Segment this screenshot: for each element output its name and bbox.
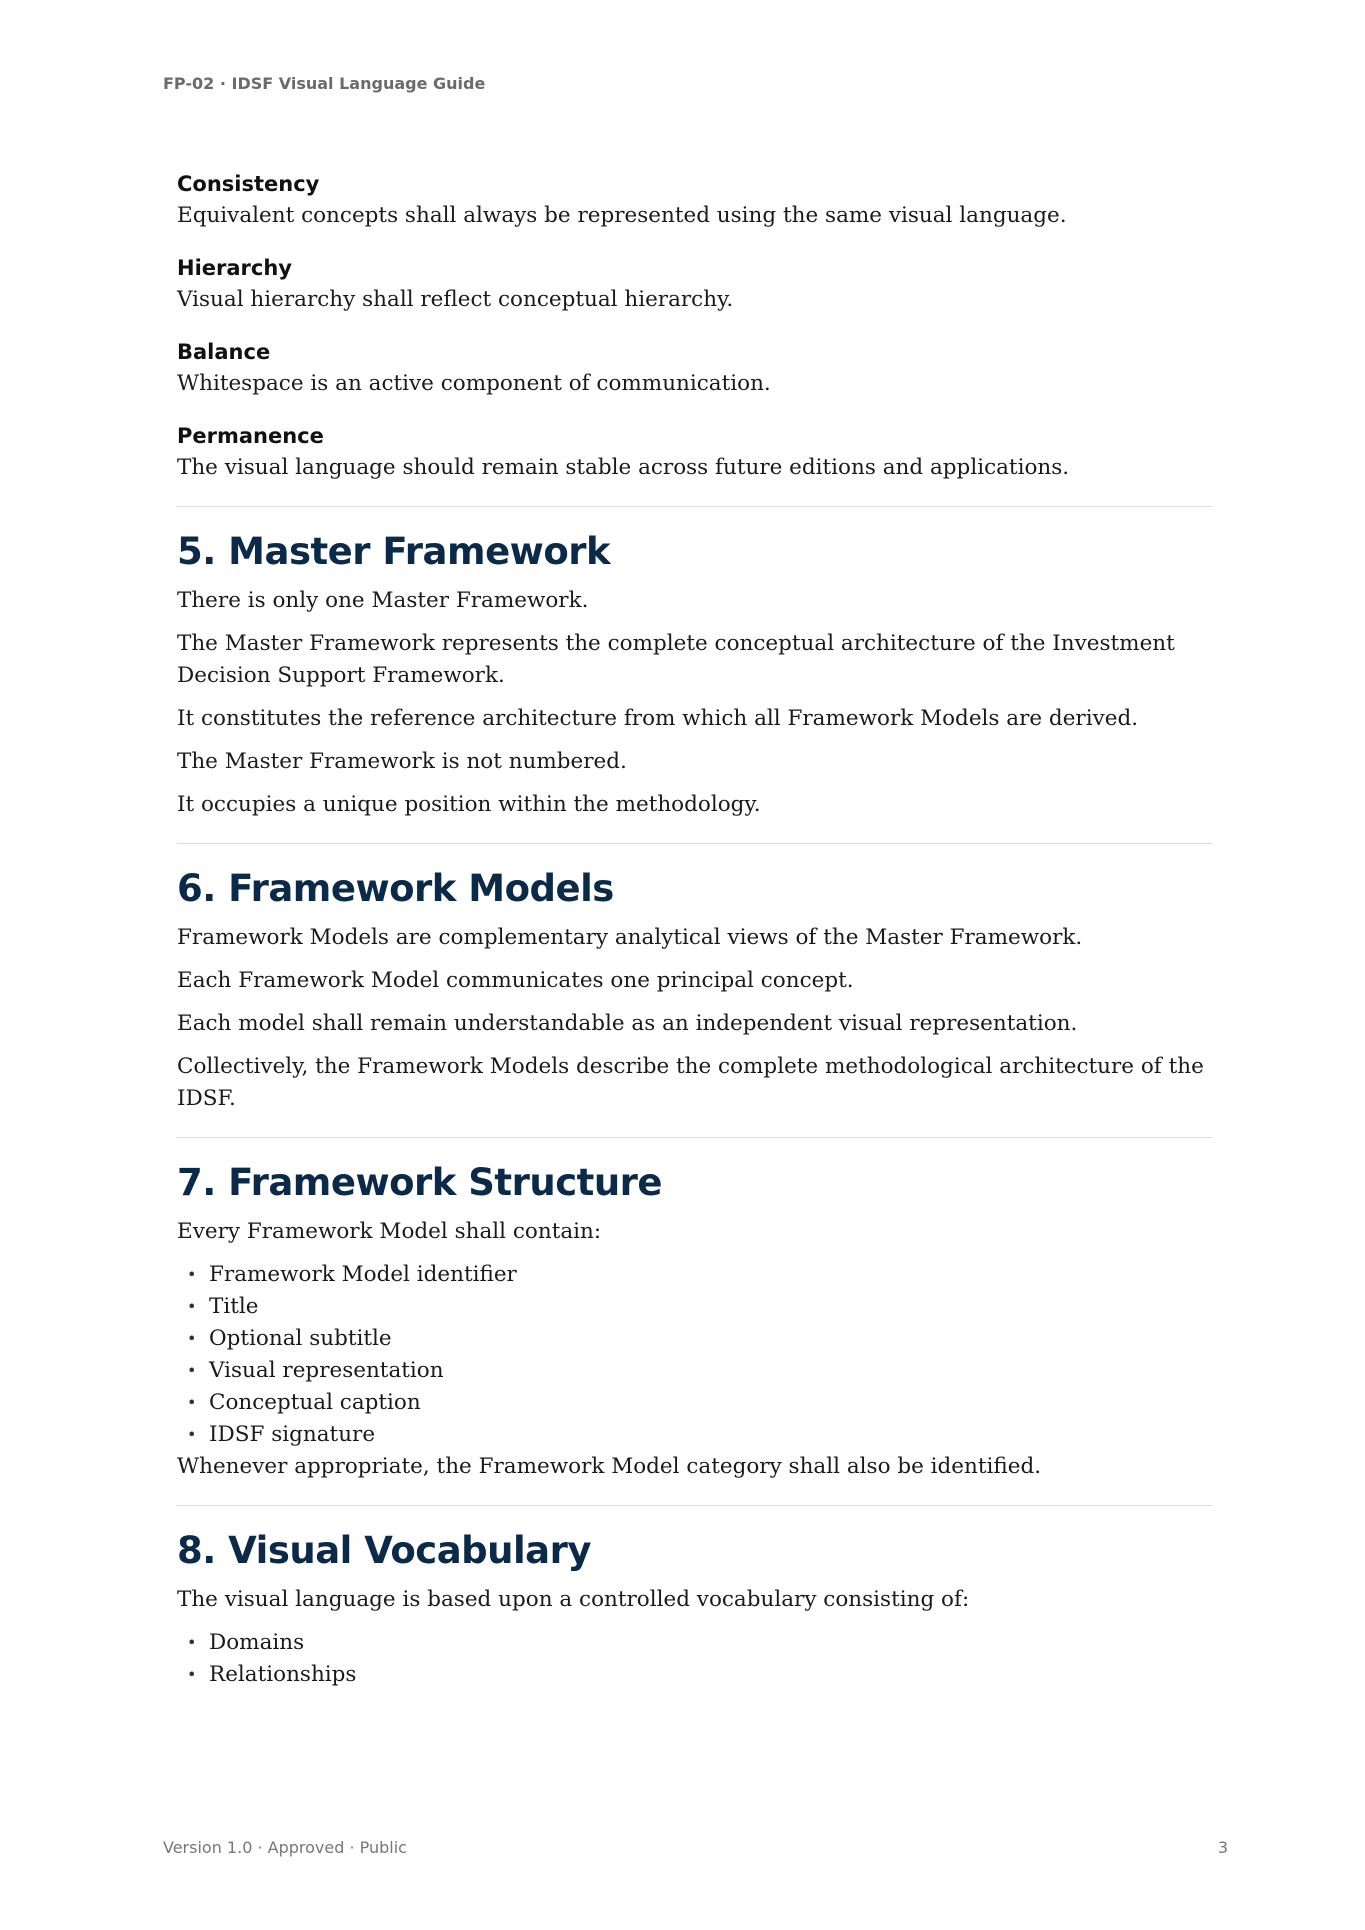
section-heading: 5. Master Framework (177, 530, 611, 573)
section-visual-vocabulary (177, 1528, 1213, 1691)
bullet-list (177, 1259, 1213, 1451)
section-framework-models (177, 866, 1213, 1115)
list-item: • Domains (177, 1627, 1213, 1659)
list-item: • Relationships (177, 1659, 1213, 1691)
list-item: • IDSF signature (177, 1419, 1213, 1451)
principle-title: Permanence (177, 424, 324, 448)
section-divider (177, 1137, 1213, 1138)
section-heading: 6. Framework Models (177, 867, 614, 910)
paragraph: Each model shall remain understandable as an independent visual representation. (177, 1011, 1078, 1036)
paragraph: There is only one Master Framework. (177, 588, 589, 613)
section-heading: 8. Visual Vocabulary (177, 1529, 592, 1572)
list-item: • Optional subtitle (177, 1323, 1213, 1355)
section-divider (177, 843, 1213, 844)
paragraph: Every Framework Model shall contain: (177, 1219, 602, 1244)
paragraph: Collectively, the Framework Models describe the complete methodological architecture of the IDSF. (177, 1054, 1204, 1111)
principle-consistency (177, 168, 1213, 232)
footer-status: Version 1.0 · Approved · Public (163, 1838, 407, 1857)
principle-hierarchy (177, 252, 1213, 316)
principle-title: Balance (177, 340, 271, 364)
principle-text: Visual hierarchy shall reflect conceptual hierarchy. (177, 287, 734, 312)
section-framework-structure (177, 1160, 1213, 1483)
list-item: • Visual representation (177, 1355, 1213, 1387)
section-divider (177, 1505, 1213, 1506)
principle-text: Whitespace is an active component of communication. (177, 371, 771, 396)
principle-text: Equivalent concepts shall always be represented using the same visual language. (177, 203, 1067, 228)
principle-balance (177, 336, 1213, 400)
page-content (177, 168, 1213, 1691)
section-master-framework (177, 529, 1213, 821)
principle-permanence (177, 420, 1213, 484)
bullet-list (177, 1627, 1213, 1691)
principle-title: Consistency (177, 172, 320, 196)
paragraph: Framework Models are complementary analytical views of the Master Framework. (177, 925, 1083, 950)
paragraph: It constitutes the reference architecture from which all Framework Models are derived. (177, 706, 1139, 731)
principle-title: Hierarchy (177, 256, 292, 280)
paragraph: The visual language is based upon a controlled vocabulary consisting of: (177, 1587, 970, 1612)
paragraph: The Master Framework is not numbered. (177, 749, 627, 774)
list-item: • Conceptual caption (177, 1387, 1213, 1419)
paragraph: The Master Framework represents the complete conceptual architecture of the Investment Decision Support Framework. (177, 631, 1175, 688)
running-head: FP-02 · IDSF Visual Language Guide (163, 74, 486, 93)
principle-text: The visual language should remain stable across future editions and applications. (177, 455, 1070, 480)
list-item: • Framework Model identifier (177, 1259, 1213, 1291)
paragraph: Whenever appropriate, the Framework Model category shall also be identified. (177, 1454, 1042, 1479)
page-number: 3 (1217, 1838, 1228, 1857)
section-heading: 7. Framework Structure (177, 1161, 663, 1204)
paragraph: Each Framework Model communicates one principal concept. (177, 968, 854, 993)
list-item: • Title (177, 1291, 1213, 1323)
section-divider (177, 506, 1213, 507)
paragraph: It occupies a unique position within the methodology. (177, 792, 761, 817)
